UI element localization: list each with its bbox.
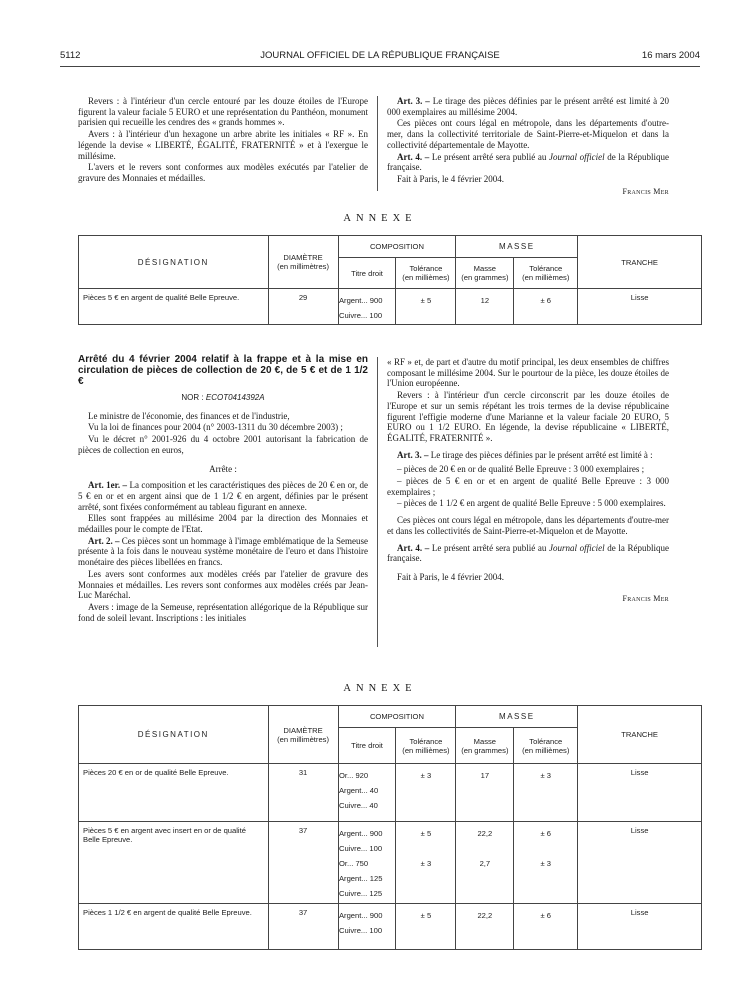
col-masse-tolerance: Tolérance (en millièmes) — [514, 258, 578, 289]
tolerance-cell — [396, 904, 456, 950]
col-masse-grammes: Masse (en grammes) — [456, 258, 514, 289]
tolerance-value — [396, 841, 455, 856]
tolerance-cell — [396, 822, 456, 904]
revers-paragraph: Revers : à l'intérieur d'un cercle entouré par les douze étoiles de l'Europe figurent la valeur faciale 5 EURO et une représentation du Panthéon, monument parisien qui recueille les cendres des « grands hommes ». — [78, 96, 368, 128]
masse-tolerance-value — [514, 886, 577, 901]
titre-line — [339, 293, 396, 308]
titre-line — [339, 886, 396, 901]
titre-line — [339, 826, 396, 841]
revers-paragraph-2: Revers : à l'intérieur d'un cercle circonscrit par les douze étoiles de l'Europe et sur un semis répétant les trois termes de la devise républicaine figurent l'effigie moderne d'une Marianne et la valeur faciale 20 EURO, 5 EURO ou 1 1/2 EURO. En légende, la devise républicaine « LIBERTÉ, ÉGALITÉ, FRATERNITÉ ». — [387, 390, 669, 443]
col-diametre-2: DIAMÈTRE (en millimètres) — [268, 706, 338, 764]
masse-tolerance-value — [514, 841, 577, 856]
signature-2: Francis Mer — [622, 593, 669, 603]
avers-paragraph: Avers : à l'intérieur d'un hexagone un arbre abrite les initiales « RF ». En légende la devise « LIBERTÉ, ÉGALITÉ, FRATERNITÉ » et à l'exergue le millésime. — [78, 129, 368, 161]
tolerance-value: ± 5 — [420, 296, 432, 305]
rf-paragraph: « RF » et, de part et d'autre du motif principal, les deux ensembles de chiffres composant le millésime 2004. Sur le pourtour de la pièce, les douze étoiles de l'Union européenne. — [387, 357, 669, 389]
arrete-left-column — [78, 354, 368, 624]
masse-tolerance-cell — [514, 289, 578, 325]
col-tolerance-2: Tolérance (en millièmes) — [396, 728, 456, 764]
metal-label: Argent... 40 — [338, 786, 379, 795]
column-divider-2 — [377, 357, 378, 647]
masse-value: 2,7 — [479, 859, 491, 868]
tranche-cell: Lisse — [578, 764, 702, 822]
col-masse: MASSE — [456, 236, 578, 258]
tolerance-value — [396, 886, 455, 901]
tolerance-cell — [396, 289, 456, 325]
masse-cell — [456, 904, 514, 950]
metal-label: Cuivre... 125 — [338, 889, 383, 898]
tolerance-value: ± 3 — [420, 771, 432, 780]
conformity-paragraph: L'avers et le revers sont conformes aux modèles exécutés par l'atelier de gravure des Monnaies et médailles. — [78, 162, 368, 183]
masse-tolerance-value — [514, 871, 577, 886]
col-masse-grammes-2: Masse (en grammes) — [456, 728, 514, 764]
titre-line — [339, 908, 396, 923]
masse-tolerance-value: ± 6 — [540, 296, 552, 305]
diametre-cell: 37 — [268, 822, 338, 904]
diametre-cell: 31 — [268, 764, 338, 822]
titre-cell — [338, 289, 396, 325]
art4-paragraph: Art. 4. – Le présent arrêté sera publié au Journal officiel de la République française. — [387, 151, 670, 173]
journal-title: JOURNAL OFFICIEL DE LA RÉPUBLIQUE FRANÇAISE — [260, 50, 500, 61]
tolerance-value: ± 5 — [420, 829, 432, 838]
art1-paragraph: Art. 1er. – La composition et les caractéristiques des pièces de 20 € en or, de 5 € en or et en argent ainsi que de 1 1/2 € en argent, définies par le présent arrêté, sont fixées conformément au tableau figurant en annexe. — [78, 480, 369, 512]
masse-value — [456, 841, 513, 856]
art3-paragraph: Art. 3. – Le tirage des pièces définies par le présent arrêté est limité à 20 000 exemplaires au millésime 2004. — [387, 96, 669, 117]
tirage-item-20: – pièces de 20 € en or de qualité Belle Epreuve : 3 000 exemplaires ; — [397, 464, 645, 475]
tranche-cell: Lisse — [578, 289, 702, 325]
tirage-item-1-5: – pièces de 1 1/2 € en argent de qualité Belle Epreuve : 5 000 exemplaires. — [397, 498, 666, 509]
masse-tolerance-value: ± 6 — [540, 911, 552, 920]
col-composition: COMPOSITION — [338, 236, 456, 258]
metal-label: Cuivre... 100 — [338, 844, 383, 853]
col-designation-2: DÉSIGNATION — [79, 706, 269, 764]
metal-label: Cuivre... 40 — [338, 801, 378, 810]
titre-line — [339, 768, 396, 783]
annexe-heading-2: ANNEXE — [343, 683, 417, 694]
masse-tolerance-cell — [514, 904, 578, 950]
masse-tolerance-value: ± 6 — [540, 829, 552, 838]
titre-cell — [338, 822, 396, 904]
signature: Francis Mer — [622, 186, 669, 196]
tolerance-cell — [396, 764, 456, 822]
tranche-cell: Lisse — [578, 822, 702, 904]
cours-legal-paragraph-2: Ces pièces ont cours légal en métropole, dans les départements d'outre-mer et dans les collectivités de Saint-Pierre-et-Miquelon et de Mayotte. — [387, 515, 669, 536]
fait-a-paris-2: Fait à Paris, le 4 février 2004. — [397, 571, 504, 582]
col-tranche: TRANCHE — [578, 236, 702, 289]
col-designation: DÉSIGNATION — [79, 236, 269, 289]
metal-label: Or... 920 — [338, 771, 369, 780]
metal-label: Argent... 900 — [338, 296, 383, 305]
col-diametre: DIAMÈTRE (en millimètres) — [268, 236, 338, 289]
arrete-right-column — [387, 357, 669, 605]
col-titre-droit-2: Titre droit — [338, 728, 396, 764]
diametre-cell: 37 — [268, 904, 338, 950]
top-right-column — [387, 96, 669, 198]
avers-crees-paragraph: Les avers sont conformes aux modèles créés par l'atelier de gravure des Monnaies et médailles. Les revers sont conformes aux modèles créés par Jean-Luc Maréchal. — [78, 568, 368, 601]
masse-cell — [456, 822, 514, 904]
metal-label: Argent... 125 — [338, 874, 383, 883]
designation-cell: Pièces 5 € en argent avec insert en or de qualité Belle Epreuve. — [79, 822, 269, 904]
tolerance-value — [396, 871, 455, 886]
designation-cell: Pièces 5 € en argent de qualité Belle Epreuve. — [79, 289, 269, 325]
col-tranche-2: TRANCHE — [578, 706, 702, 764]
cours-legal-paragraph: Ces pièces ont cours légal en métropole, dans les départements d'outre-mer, dans la collectivité territoriale de Saint-Pierre-et-Miquelon et dans la collectivité départementale de Mayotte. — [387, 118, 669, 150]
masse-tolerance-value: ± 3 — [540, 771, 552, 780]
designation-cell: Pièces 1 1/2 € en argent de qualité Belle Epreuve. — [79, 904, 269, 950]
col-masse-tolerance-2: Tolérance (en millièmes) — [514, 728, 578, 764]
masse-value — [456, 886, 513, 901]
tirage-item-5: – pièces de 5 € en or et en argent de qualité Belle Epreuve : 3 000 exemplaires ; — [387, 476, 669, 497]
metal-label: Cuivre... 100 — [338, 311, 383, 320]
masse-value: 22,2 — [477, 829, 493, 838]
col-titre-droit: Titre droit — [338, 258, 396, 289]
titre-line — [339, 308, 396, 323]
metal-label: Or... 750 — [338, 859, 369, 868]
titre-line — [339, 923, 396, 938]
column-divider — [377, 96, 378, 191]
header-rule — [60, 66, 700, 67]
art3-paragraph-2: Art. 3. – Le tirage des pièces définies par le présent arrêté est limité à : — [397, 449, 653, 460]
col-composition-2: COMPOSITION — [338, 706, 456, 728]
arrete-title: Arrêté du 4 février 2004 relatif à la frappe et à la mise en circulation de pièces de collection de 20 €, de 5 € et de 1 1/2 € — [78, 354, 368, 387]
metal-label: Cuivre... 100 — [338, 926, 383, 935]
page-number: 5112 — [60, 50, 81, 61]
nor-line: NOR : ECOT0414392A — [181, 393, 265, 402]
masse-tolerance-cell — [514, 822, 578, 904]
top-left-column — [78, 96, 368, 185]
masse-tolerance-value: ± 3 — [540, 859, 552, 868]
titre-line — [339, 856, 396, 871]
annexe-table-2 — [78, 705, 702, 950]
titre-line — [339, 871, 396, 886]
page-header — [60, 50, 700, 64]
fait-a-paris: Fait à Paris, le 4 février 2004. — [397, 173, 504, 184]
masse-value: 22,2 — [477, 911, 493, 920]
vu-decret-paragraph: Vu le décret n° 2001-926 du 4 octobre 2001 autorisant la fabrication de pièces de collection en euros, — [78, 434, 368, 455]
annexe-table-1 — [78, 235, 702, 325]
masse-tolerance-cell — [514, 764, 578, 822]
tranche-cell: Lisse — [578, 904, 702, 950]
col-masse-2: MASSE — [456, 706, 578, 728]
titre-line — [339, 783, 396, 798]
avers-semeuse-paragraph: Avers : image de la Semeuse, représentation allégorique de la République sur fond de soleil levant. Inscriptions : les initiales — [78, 601, 368, 623]
millesime-paragraph: Elles sont frappées au millésime 2004 par la direction des Monnaies et médailles pour le compte de l'Etat. — [78, 513, 368, 535]
masse-cell — [456, 289, 514, 325]
table-row — [79, 289, 702, 325]
col-tolerance: Tolérance (en millièmes) — [396, 258, 456, 289]
masse-cell — [456, 764, 514, 822]
titre-line — [339, 841, 396, 856]
tolerance-value: ± 3 — [420, 859, 432, 868]
table-row — [79, 904, 702, 950]
titre-cell — [338, 904, 396, 950]
diametre-cell: 29 — [268, 289, 338, 325]
metal-label: Argent... 900 — [338, 829, 383, 838]
issue-date: 16 mars 2004 — [641, 50, 700, 61]
ministre-paragraph: Le ministre de l'économie, des finances et de l'industrie, — [88, 410, 290, 421]
art2-paragraph: Art. 2. – Ces pièces sont un hommage à l'image emblématique de la Semeuse présente à la fois dans le nouveau système monétaire de l'euro et dans l'histoire monétaire des pièces libellées en francs. — [78, 535, 368, 568]
table-row — [79, 764, 702, 822]
metal-label: Argent... 900 — [338, 911, 383, 920]
art4-paragraph-2: Art. 4. – Le présent arrêté sera publié au Journal officiel de la République française. — [387, 542, 670, 564]
annexe-heading: ANNEXE — [343, 213, 417, 224]
masse-value: 12 — [480, 296, 490, 305]
masse-value: 17 — [480, 771, 490, 780]
vu-loi-paragraph: Vu la loi de finances pour 2004 (n° 2003-1311 du 30 décembre 2003) ; — [88, 422, 343, 433]
designation-cell: Pièces 20 € en or de qualité Belle Epreuve. — [79, 764, 269, 822]
arrete-word: Arrête : — [209, 463, 237, 474]
masse-value — [456, 871, 513, 886]
titre-cell — [338, 764, 396, 822]
tolerance-value: ± 5 — [420, 911, 432, 920]
titre-line — [339, 798, 396, 813]
table-row — [79, 822, 702, 904]
